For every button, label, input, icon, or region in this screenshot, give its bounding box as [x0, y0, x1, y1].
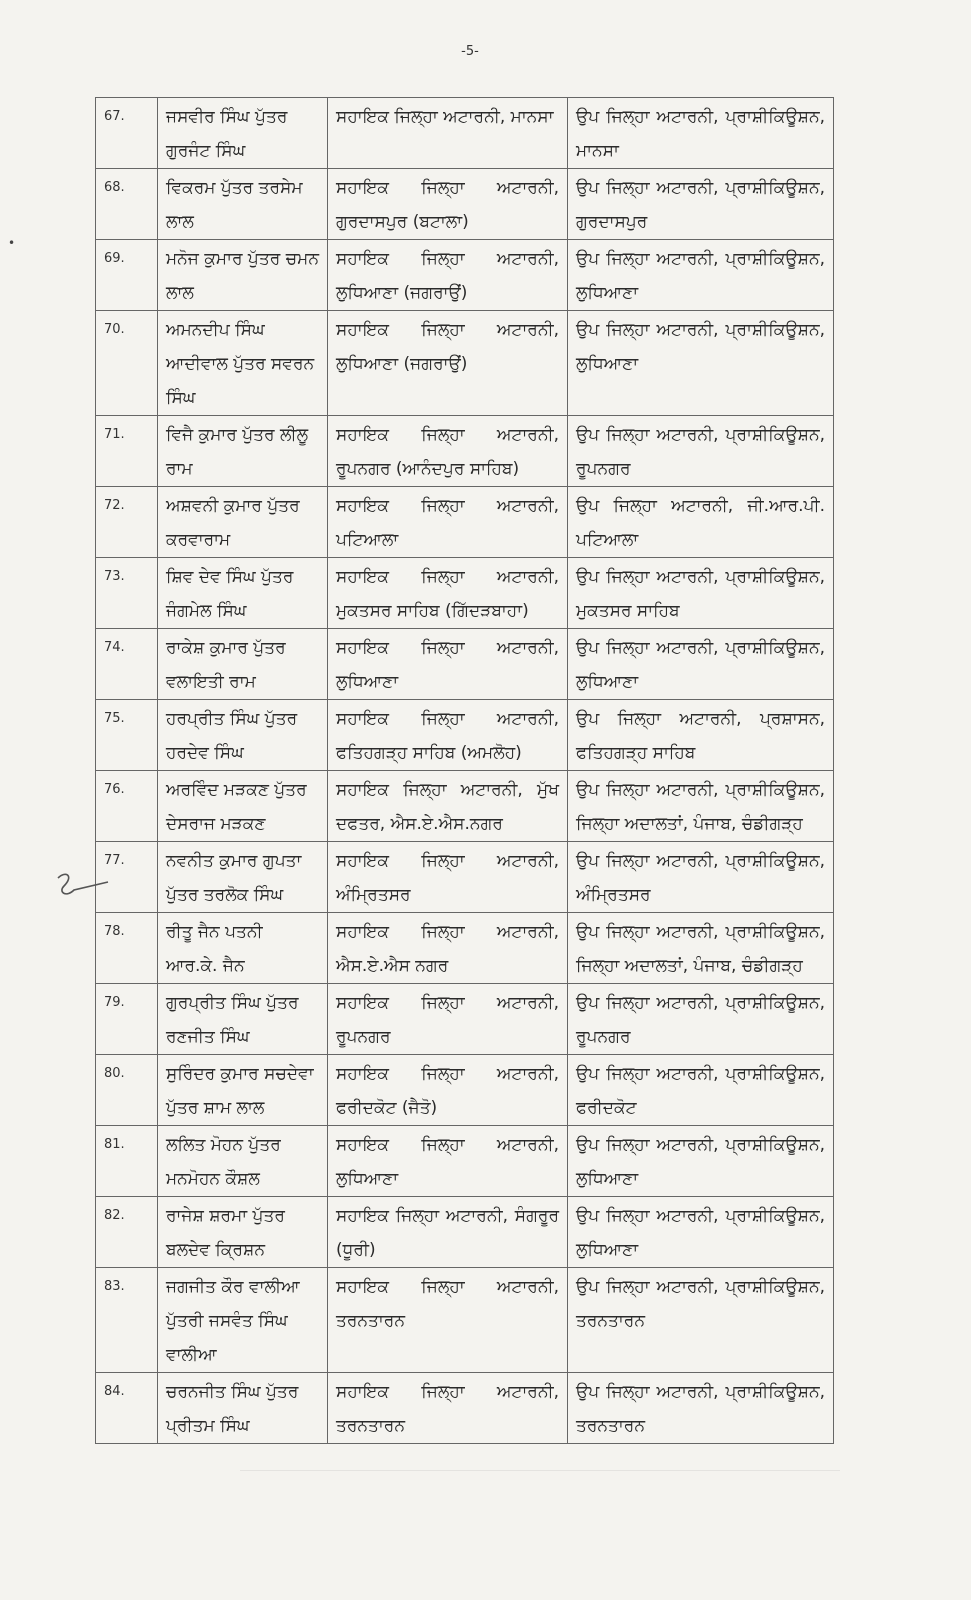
officer-name: ਅਸ਼ਵਨੀ ਕੁਮਾਰ ਪੁੱਤਰ ਕਰਵਾਰਾਮ: [158, 487, 328, 558]
new-posting: ਉਪ ਜਿਲ੍ਹਾ ਅਟਾਰਨੀ, ਪ੍ਰਾਸ਼ੀਕਿਊਸ਼ਨ, ਗੁਰਦਾਸਪੁਰ: [568, 169, 834, 240]
serial-number: 72.: [96, 487, 158, 558]
table-row: [96, 98, 834, 169]
current-posting: ਸਹਾਇਕ ਜਿਲ੍ਹਾ ਅਟਾਰਨੀ, ਐਸ.ਏ.ਐਸ ਨਗਰ: [328, 913, 568, 984]
table-row: [96, 240, 834, 311]
officer-name: ਰਾਕੇਸ਼ ਕੁਮਾਰ ਪੁੱਤਰ ਵਲਾਇਤੀ ਰਾਮ: [158, 629, 328, 700]
serial-number: 73.: [96, 558, 158, 629]
serial-number: 84.: [96, 1373, 158, 1444]
current-posting: ਸਹਾਇਕ ਜਿਲ੍ਹਾ ਅਟਾਰਨੀ, ਲੁਧਿਆਣਾ: [328, 1126, 568, 1197]
officer-name: ਚਰਨਜੀਤ ਸਿੰਘ ਪੁੱਤਰ ਪ੍ਰੀਤਮ ਸਿੰਘ: [158, 1373, 328, 1444]
current-posting: ਸਹਾਇਕ ਜਿਲ੍ਹਾ ਅਟਾਰਨੀ, ਲੁਧਿਆਣਾ (ਜਗਰਾਉਂ): [328, 311, 568, 416]
new-posting: ਉਪ ਜਿਲ੍ਹਾ ਅਟਾਰਨੀ, ਪ੍ਰਾਸ਼ੀਕਿਊਸ਼ਨ, ਲੁਧਿਆਣਾ: [568, 629, 834, 700]
serial-number: 69.: [96, 240, 158, 311]
new-posting: ਉਪ ਜਿਲ੍ਹਾ ਅਟਾਰਨੀ, ਪ੍ਰਾਸ਼ੀਕਿਊਸ਼ਨ, ਫਰੀਦਕੋਟ: [568, 1055, 834, 1126]
serial-number: 68.: [96, 169, 158, 240]
bleed-through-footer: [240, 1470, 840, 1511]
officer-name: ਅਰਵਿੰਦ ਮੜਕਣ ਪੁੱਤਰ ਦੇਸਰਾਜ ਮੜਕਣ: [158, 771, 328, 842]
serial-number: 70.: [96, 311, 158, 416]
current-posting: ਸਹਾਇਕ ਜਿਲ੍ਹਾ ਅਟਾਰਨੀ, ਪਟਿਆਲਾ: [328, 487, 568, 558]
table-body: [96, 98, 834, 1444]
officer-name: ਗੁਰਪ੍ਰੀਤ ਸਿੰਘ ਪੁੱਤਰ ਰਣਜੀਤ ਸਿੰਘ: [158, 984, 328, 1055]
current-posting: ਸਹਾਇਕ ਜਿਲ੍ਹਾ ਅਟਾਰਨੀ, ਲੁਧਿਆਣਾ: [328, 629, 568, 700]
new-posting: ਉਪ ਜਿਲ੍ਹਾ ਅਟਾਰਨੀ, ਪ੍ਰਾਸ਼ੀਕਿਊਸ਼ਨ, ਲੁਧਿਆਣਾ: [568, 311, 834, 416]
new-posting: ਉਪ ਜਿਲ੍ਹਾ ਅਟਾਰਨੀ, ਪ੍ਰਾਸ਼ੀਕਿਊਸ਼ਨ, ਲੁਧਿਆਣਾ: [568, 1197, 834, 1268]
serial-number: 74.: [96, 629, 158, 700]
new-posting: ਉਪ ਜਿਲ੍ਹਾ ਅਟਾਰਨੀ, ਪ੍ਰਾਸ਼ੀਕਿਊਸ਼ਨ, ਮਾਨਸਾ: [568, 98, 834, 169]
officer-name: ਜਸਵੀਰ ਸਿੰਘ ਪੁੱਤਰ ਗੁਰਜੰਟ ਸਿੰਘ: [158, 98, 328, 169]
officer-name: ਅਮਨਦੀਪ ਸਿੰਘ ਆਦੀਵਾਲ ਪੁੱਤਰ ਸਵਰਨ ਸਿੰਘ: [158, 311, 328, 416]
officer-name: ਵਿਜੈ ਕੁਮਾਰ ਪੁੱਤਰ ਲੀਲੂ ਰਾਮ: [158, 416, 328, 487]
table-row: [96, 842, 834, 913]
new-posting: ਉਪ ਜਿਲ੍ਹਾ ਅਟਾਰਨੀ, ਪ੍ਰਾਸ਼ੀਕਿਊਸ਼ਨ, ਲੁਧਿਆਣਾ: [568, 1126, 834, 1197]
new-posting: ਉਪ ਜਿਲ੍ਹਾ ਅਟਾਰਨੀ, ਪ੍ਰਾਸ਼ੀਕਿਊਸ਼ਨ, ਮੁਕਤਸਰ ਸਾਹਿਬ: [568, 558, 834, 629]
table-row: [96, 913, 834, 984]
officer-name: ਸੁਰਿੰਦਰ ਕੁਮਾਰ ਸਚਦੇਵਾ ਪੁੱਤਰ ਸ਼ਾਮ ਲਾਲ: [158, 1055, 328, 1126]
table-row: [96, 169, 834, 240]
new-posting: ਉਪ ਜਿਲ੍ਹਾ ਅਟਾਰਨੀ, ਪ੍ਰਾਸ਼ੀਕਿਊਸ਼ਨ, ਤਰਨਤਾਰਨ: [568, 1268, 834, 1373]
serial-number: 79.: [96, 984, 158, 1055]
officer-name: ਨਵਨੀਤ ਕੁਮਾਰ ਗੁਪਤਾ ਪੁੱਤਰ ਤਰਲੋਕ ਸਿੰਘ: [158, 842, 328, 913]
current-posting: ਸਹਾਇਕ ਜਿਲ੍ਹਾ ਅਟਾਰਨੀ, ਸੰਗਰੂਰ (ਧੂਰੀ): [328, 1197, 568, 1268]
serial-number: 82.: [96, 1197, 158, 1268]
serial-number: 67.: [96, 98, 158, 169]
serial-number: 81.: [96, 1126, 158, 1197]
serial-number: 77.: [96, 842, 158, 913]
new-posting: ਉਪ ਜਿਲ੍ਹਾ ਅਟਾਰਨੀ, ਪ੍ਰਾਸ਼ੀਕਿਊਸ਼ਨ, ਜਿਲ੍ਹਾ ਅਦਾਲਤਾਂ, ਪੰਜਾਬ, ਚੰਡੀਗੜ੍ਹ: [568, 771, 834, 842]
table-row: [96, 771, 834, 842]
current-posting: ਸਹਾਇਕ ਜਿਲ੍ਹਾ ਅਟਾਰਨੀ, ਅੰਮ੍ਰਿਤਸਰ: [328, 842, 568, 913]
current-posting: ਸਹਾਇਕ ਜਿਲ੍ਹਾ ਅਟਾਰਨੀ, ਰੂਪਨਗਰ (ਆਨੰਦਪੁਰ ਸਾਹਿਬ): [328, 416, 568, 487]
new-posting: ਉਪ ਜਿਲ੍ਹਾ ਅਟਾਰਨੀ, ਪ੍ਰਾਸ਼ੀਕਿਊਸ਼ਨ, ਰੂਪਨਗਰ: [568, 984, 834, 1055]
current-posting: ਸਹਾਇਕ ਜਿਲ੍ਹਾ ਅਟਾਰਨੀ, ਮਾਨਸਾ: [328, 98, 568, 169]
new-posting: ਉਪ ਜਿਲ੍ਹਾ ਅਟਾਰਨੀ, ਜੀ.ਆਰ.ਪੀ. ਪਟਿਆਲਾ: [568, 487, 834, 558]
officer-name: ਜਗਜੀਤ ਕੌਰ ਵਾਲੀਆ ਪੁੱਤਰੀ ਜਸਵੰਤ ਸਿੰਘ ਵਾਲੀਆ: [158, 1268, 328, 1373]
current-posting: ਸਹਾਇਕ ਜਿਲ੍ਹਾ ਅਟਾਰਨੀ, ਮੁਕਤਸਰ ਸਾਹਿਬ (ਗਿੱਦੜਬਾਹਾ): [328, 558, 568, 629]
new-posting: ਉਪ ਜਿਲ੍ਹਾ ਅਟਾਰਨੀ, ਪ੍ਰਾਸ਼ੀਕਿਊਸ਼ਨ, ਰੂਪਨਗਰ: [568, 416, 834, 487]
table-row: [96, 1373, 834, 1444]
table-row: [96, 700, 834, 771]
handwritten-mark: [52, 868, 112, 908]
table-row: [96, 1055, 834, 1126]
table-row: [96, 1268, 834, 1373]
serial-number: 78.: [96, 913, 158, 984]
new-posting: ਉਪ ਜਿਲ੍ਹਾ ਅਟਾਰਨੀ, ਪ੍ਰਸ਼ਾਸਨ, ਫਤਿਹਗੜ੍ਹ ਸਾਹਿਬ: [568, 700, 834, 771]
new-posting: ਉਪ ਜਿਲ੍ਹਾ ਅਟਾਰਨੀ, ਪ੍ਰਾਸ਼ੀਕਿਊਸ਼ਨ, ਲੁਧਿਆਣਾ: [568, 240, 834, 311]
current-posting: ਸਹਾਇਕ ਜਿਲ੍ਹਾ ਅਟਾਰਨੀ, ਫਤਿਹਗੜ੍ਹ ਸਾਹਿਬ (ਅਮਲੋਹ): [328, 700, 568, 771]
transfer-table: [95, 97, 834, 1444]
officer-name: ਮਨੋਜ ਕੁਮਾਰ ਪੁੱਤਰ ਚਮਨ ਲਾਲ: [158, 240, 328, 311]
table-row: [96, 416, 834, 487]
current-posting: ਸਹਾਇਕ ਜਿਲ੍ਹਾ ਅਟਾਰਨੀ, ਮੁੱਖ ਦਫਤਰ, ਐਸ.ਏ.ਐਸ.ਨਗਰ: [328, 771, 568, 842]
officer-name: ਲਲਿਤ ਮੋਹਨ ਪੁੱਤਰ ਮਨਮੋਹਨ ਕੌਸ਼ਲ: [158, 1126, 328, 1197]
serial-number: 71.: [96, 416, 158, 487]
margin-dot: •: [8, 236, 16, 250]
officer-name: ਰਾਜੇਸ਼ ਸ਼ਰਮਾ ਪੁੱਤਰ ਬਲਦੇਵ ਕ੍ਰਿਸ਼ਨ: [158, 1197, 328, 1268]
serial-number: 80.: [96, 1055, 158, 1126]
new-posting: ਉਪ ਜਿਲ੍ਹਾ ਅਟਾਰਨੀ, ਪ੍ਰਾਸ਼ੀਕਿਊਸ਼ਨ, ਜਿਲ੍ਹਾ ਅਦਾਲਤਾਂ, ਪੰਜਾਬ, ਚੰਡੀਗੜ੍ਹ: [568, 913, 834, 984]
serial-number: 75.: [96, 700, 158, 771]
new-posting: ਉਪ ਜਿਲ੍ਹਾ ਅਟਾਰਨੀ, ਪ੍ਰਾਸ਼ੀਕਿਊਸ਼ਨ, ਤਰਨਤਾਰਨ: [568, 1373, 834, 1444]
table-row: [96, 487, 834, 558]
table-row: [96, 629, 834, 700]
officer-name: ਹਰਪ੍ਰੀਤ ਸਿੰਘ ਪੁੱਤਰ ਹਰਦੇਵ ਸਿੰਘ: [158, 700, 328, 771]
officer-name: ਰੀਤੂ ਜੈਨ ਪਤਨੀ ਆਰ.ਕੇ. ਜੈਨ: [158, 913, 328, 984]
table-row: [96, 311, 834, 416]
current-posting: ਸਹਾਇਕ ਜਿਲ੍ਹਾ ਅਟਾਰਨੀ, ਰੂਪਨਗਰ: [328, 984, 568, 1055]
officer-name: ਸ਼ਿਵ ਦੇਵ ਸਿੰਘ ਪੁੱਤਰ ਜੰਗਮੇਲ ਸਿੰਘ: [158, 558, 328, 629]
serial-number: 76.: [96, 771, 158, 842]
current-posting: ਸਹਾਇਕ ਜਿਲ੍ਹਾ ਅਟਾਰਨੀ, ਗੁਰਦਾਸਪੁਰ (ਬਟਾਲਾ): [328, 169, 568, 240]
new-posting: ਉਪ ਜਿਲ੍ਹਾ ਅਟਾਰਨੀ, ਪ੍ਰਾਸ਼ੀਕਿਊਸ਼ਨ, ਅੰਮ੍ਰਿਤਸਰ: [568, 842, 834, 913]
current-posting: ਸਹਾਇਕ ਜਿਲ੍ਹਾ ਅਟਾਰਨੀ, ਫਰੀਦਕੋਟ (ਜੈਤੋ): [328, 1055, 568, 1126]
table-row: [96, 984, 834, 1055]
current-posting: ਸਹਾਇਕ ਜਿਲ੍ਹਾ ਅਟਾਰਨੀ, ਤਰਨਤਾਰਨ: [328, 1268, 568, 1373]
officer-name: ਵਿਕਰਮ ਪੁੱਤਰ ਤਰਸੇਮ ਲਾਲ: [158, 169, 328, 240]
table-row: [96, 558, 834, 629]
current-posting: ਸਹਾਇਕ ਜਿਲ੍ਹਾ ਅਟਾਰਨੀ, ਲੁਧਿਆਣਾ (ਜਗਰਾਉਂ): [328, 240, 568, 311]
table-row: [96, 1197, 834, 1268]
serial-number: 83.: [96, 1268, 158, 1373]
table-row: [96, 1126, 834, 1197]
page-number: -5-: [461, 44, 479, 59]
current-posting: ਸਹਾਇਕ ਜਿਲ੍ਹਾ ਅਟਾਰਨੀ, ਤਰਨਤਾਰਨ: [328, 1373, 568, 1444]
